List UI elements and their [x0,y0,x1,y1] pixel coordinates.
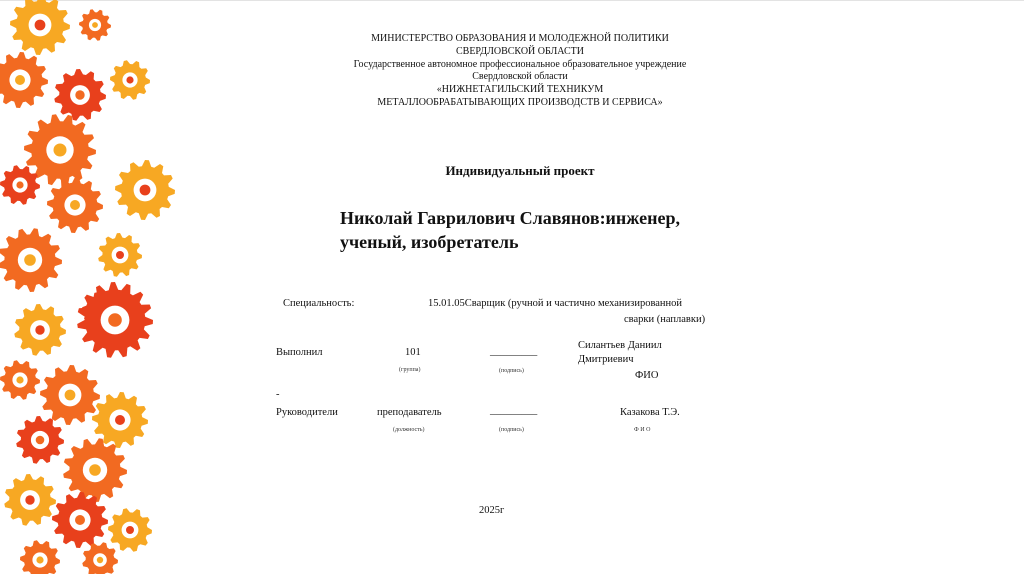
header-line: СВЕРДЛОВСКОЙ ОБЛАСТИ [455,45,584,57]
performer-signature-caption: (подпись) [499,368,524,374]
header-line: «НИЖНЕТАГИЛЬСКИЙ ТЕХНИКУМ [436,84,604,96]
performer-name-line-2: Дмитриевич [578,354,634,365]
gear-hub [15,75,25,85]
gear-hub [54,144,67,157]
supervisor-name-caption: Ф И О [634,427,651,433]
gear-hub [126,526,134,534]
header-line: Государственное автономное профессиональное образовательное учреждение [353,58,687,70]
gear-hub [89,464,101,476]
performer-name-caption: ФИО [635,370,659,381]
supervisor-name: Казакова Т.Э. [620,407,680,418]
performer-group: 101 [405,347,421,358]
gear-hub [65,390,76,401]
position-caption: (должность) [393,427,425,433]
gear-hub [35,20,46,31]
gear-hub [16,181,23,188]
gear-hub [36,436,45,445]
gear-hub [92,22,98,28]
gear-hub [75,515,85,525]
gear-hub [35,325,44,334]
gear-hub [16,376,23,383]
specialty-label: Специальность: [283,298,355,309]
gear-hub [97,557,103,563]
gear-hub [36,556,43,563]
title-line-1: Николай Гаврилович Славянов:инженер, [340,208,680,228]
gear-hub [75,90,84,99]
gear-hub [108,313,122,327]
header-line: МЕТАЛЛООБРАБАТЫВАЮЩИХ ПРОИЗВОДСТВ И СЕРВИСА» [377,96,663,108]
project-title [340,206,740,254]
specialty-value-line-2: сварки (наплавки) [624,314,706,325]
dash-mark: - [276,389,280,400]
gear-hub [115,415,125,425]
performer-signature-line: _________ [490,346,538,357]
supervisor-label: Руководители [276,407,338,418]
gear-hub [116,251,124,259]
institution-header [300,33,740,110]
gear-hub [126,76,133,83]
gear-hub [24,254,36,266]
specialty-value-line-1: 15.01.05Сварщик (ручной и частично механизированной [428,298,683,309]
performer-name-line-1: Силантьев Даниил [578,340,662,351]
year: 2025г [479,505,505,516]
performer-label: Выполнил [276,347,323,358]
group-caption: (группа) [399,367,421,373]
supervisor-position: преподаватель [377,407,442,418]
gear-hub [140,185,151,196]
supervisor-signature-line: _________ [490,405,538,416]
gear-hub [25,495,34,504]
supervisor-signature-caption: (подпись) [499,427,524,433]
gears-decoration [0,0,200,574]
title-line-2: ученый, изобретатель [340,232,519,252]
header-line: Свердловской области [472,71,568,83]
header-line: МИНИСТЕРСТВО ОБРАЗОВАНИЯ И МОЛОДЕЖНОЙ ПОЛИТИКИ [371,33,669,44]
gear-hub [70,200,80,210]
project-type: Индивидуальный проект [445,163,595,178]
